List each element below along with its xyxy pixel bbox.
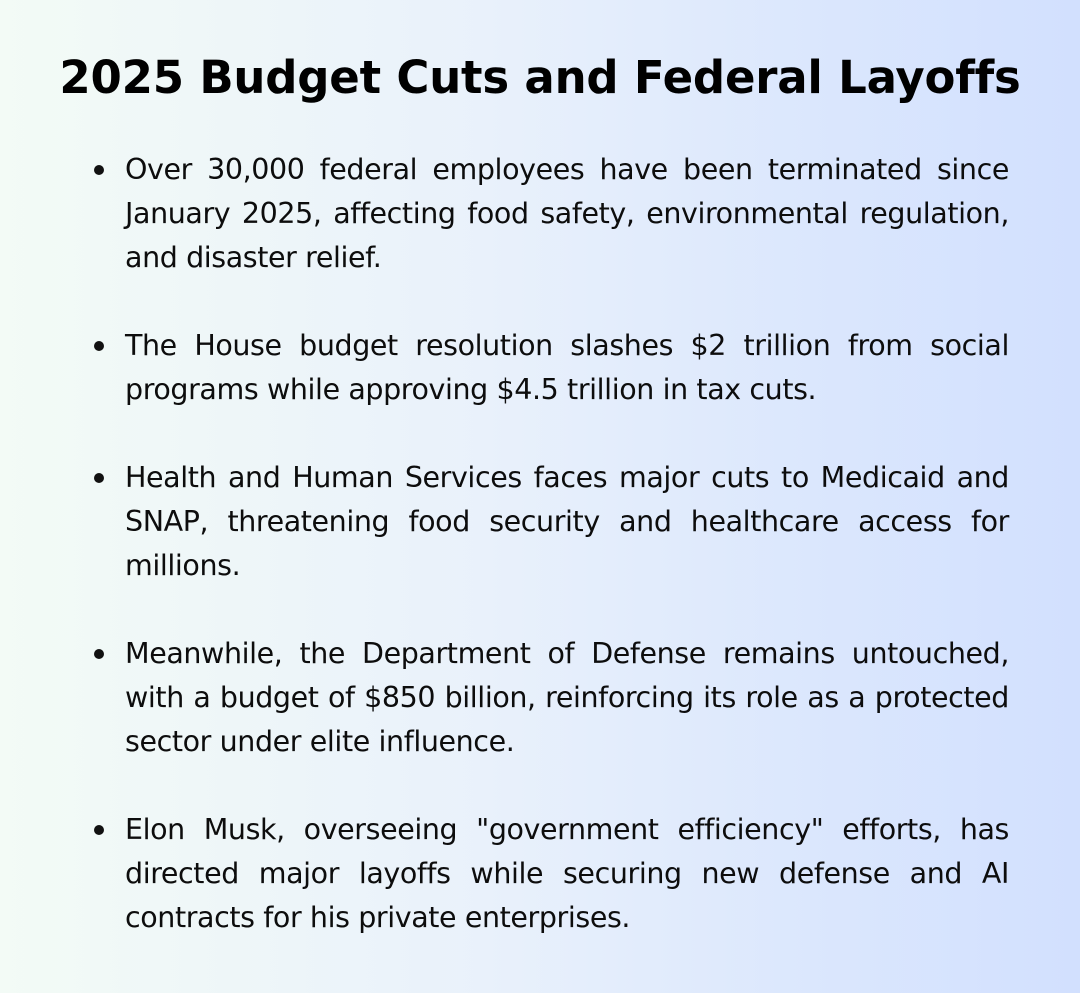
bullet-dot-icon xyxy=(94,473,104,483)
bullet-text: Meanwhile, the Department of Defense remains untouched, with a budget of $850 billion, reinforcing its role as a protected sector under elite influence. xyxy=(125,637,1009,758)
bullet-text: Elon Musk, overseeing "government efficiency" efforts, has directed major layoffs while securing new defense and AI contracts for his private enterprises. xyxy=(125,813,1009,934)
bullet-dot-icon xyxy=(94,825,104,835)
bullet-item-defense-budget xyxy=(125,632,1009,764)
bullet-dot-icon xyxy=(94,341,104,351)
bullet-item-hhs-cuts xyxy=(125,456,1009,588)
bullet-text: Over 30,000 federal employees have been terminated since January 2025, affecting food safety, environmental regulation, and disaster relief. xyxy=(125,153,1009,274)
bullet-dot-icon xyxy=(94,165,104,175)
bullet-item-employees-terminated xyxy=(125,148,1009,280)
bullet-item-musk-layoffs xyxy=(125,808,1009,940)
bullet-text: Health and Human Services faces major cuts to Medicaid and SNAP, threatening food security and healthcare access for millions. xyxy=(125,461,1009,582)
bullet-item-house-budget xyxy=(125,324,1009,412)
page-title: 2025 Budget Cuts and Federal Layoffs xyxy=(59,51,1021,104)
bullet-text: The House budget resolution slashes $2 trillion from social programs while approving $4.5 trillion in tax cuts. xyxy=(125,329,1009,406)
bullet-dot-icon xyxy=(94,649,104,659)
